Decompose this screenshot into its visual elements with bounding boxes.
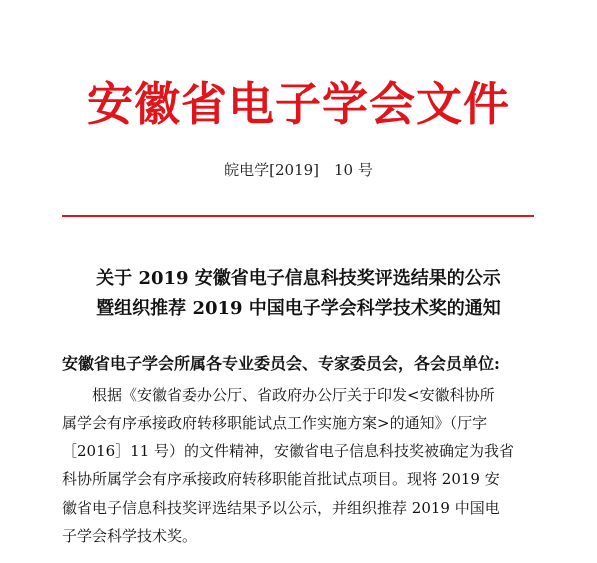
body-paragraph-line: ［2016］11 号）的文件精神，安徽省电子信息科技奖被确定为我省 xyxy=(62,442,515,460)
addressee: 安徽省电子学会所属各专业委员会、专家委员会，各会员单位: xyxy=(62,354,500,373)
document-number: 皖电学[2019] 10 号 xyxy=(224,161,373,179)
red-divider-line xyxy=(62,215,534,217)
notice-title-line-2: 暨组织推荐 2019 中国电子学会科学技术奖的通知 xyxy=(96,298,501,319)
body-paragraph-line: 徽省电子信息科技奖评选结果予以公示，并组织推荐 2019 中国电 xyxy=(62,499,500,517)
body-paragraph-line: 科协所属学会有序承接政府转移职能首批试点项目。现将 2019 安 xyxy=(62,470,500,488)
body-paragraph-line: 根据《安徽省委办公厅、省政府办公厅关于印发<安徽科协所 xyxy=(92,386,495,404)
body-paragraph-line: 子学会科学技术奖。 xyxy=(62,527,198,545)
notice-title-line-1: 关于 2019 安徽省电子信息科技奖评选结果的公示 xyxy=(96,268,501,289)
body-paragraph-line: 属学会有序承接政府转移职能试点工作实施方案>的通知》（厅字 xyxy=(62,414,488,432)
org-title: 安徽省电子学会文件 xyxy=(87,77,510,131)
